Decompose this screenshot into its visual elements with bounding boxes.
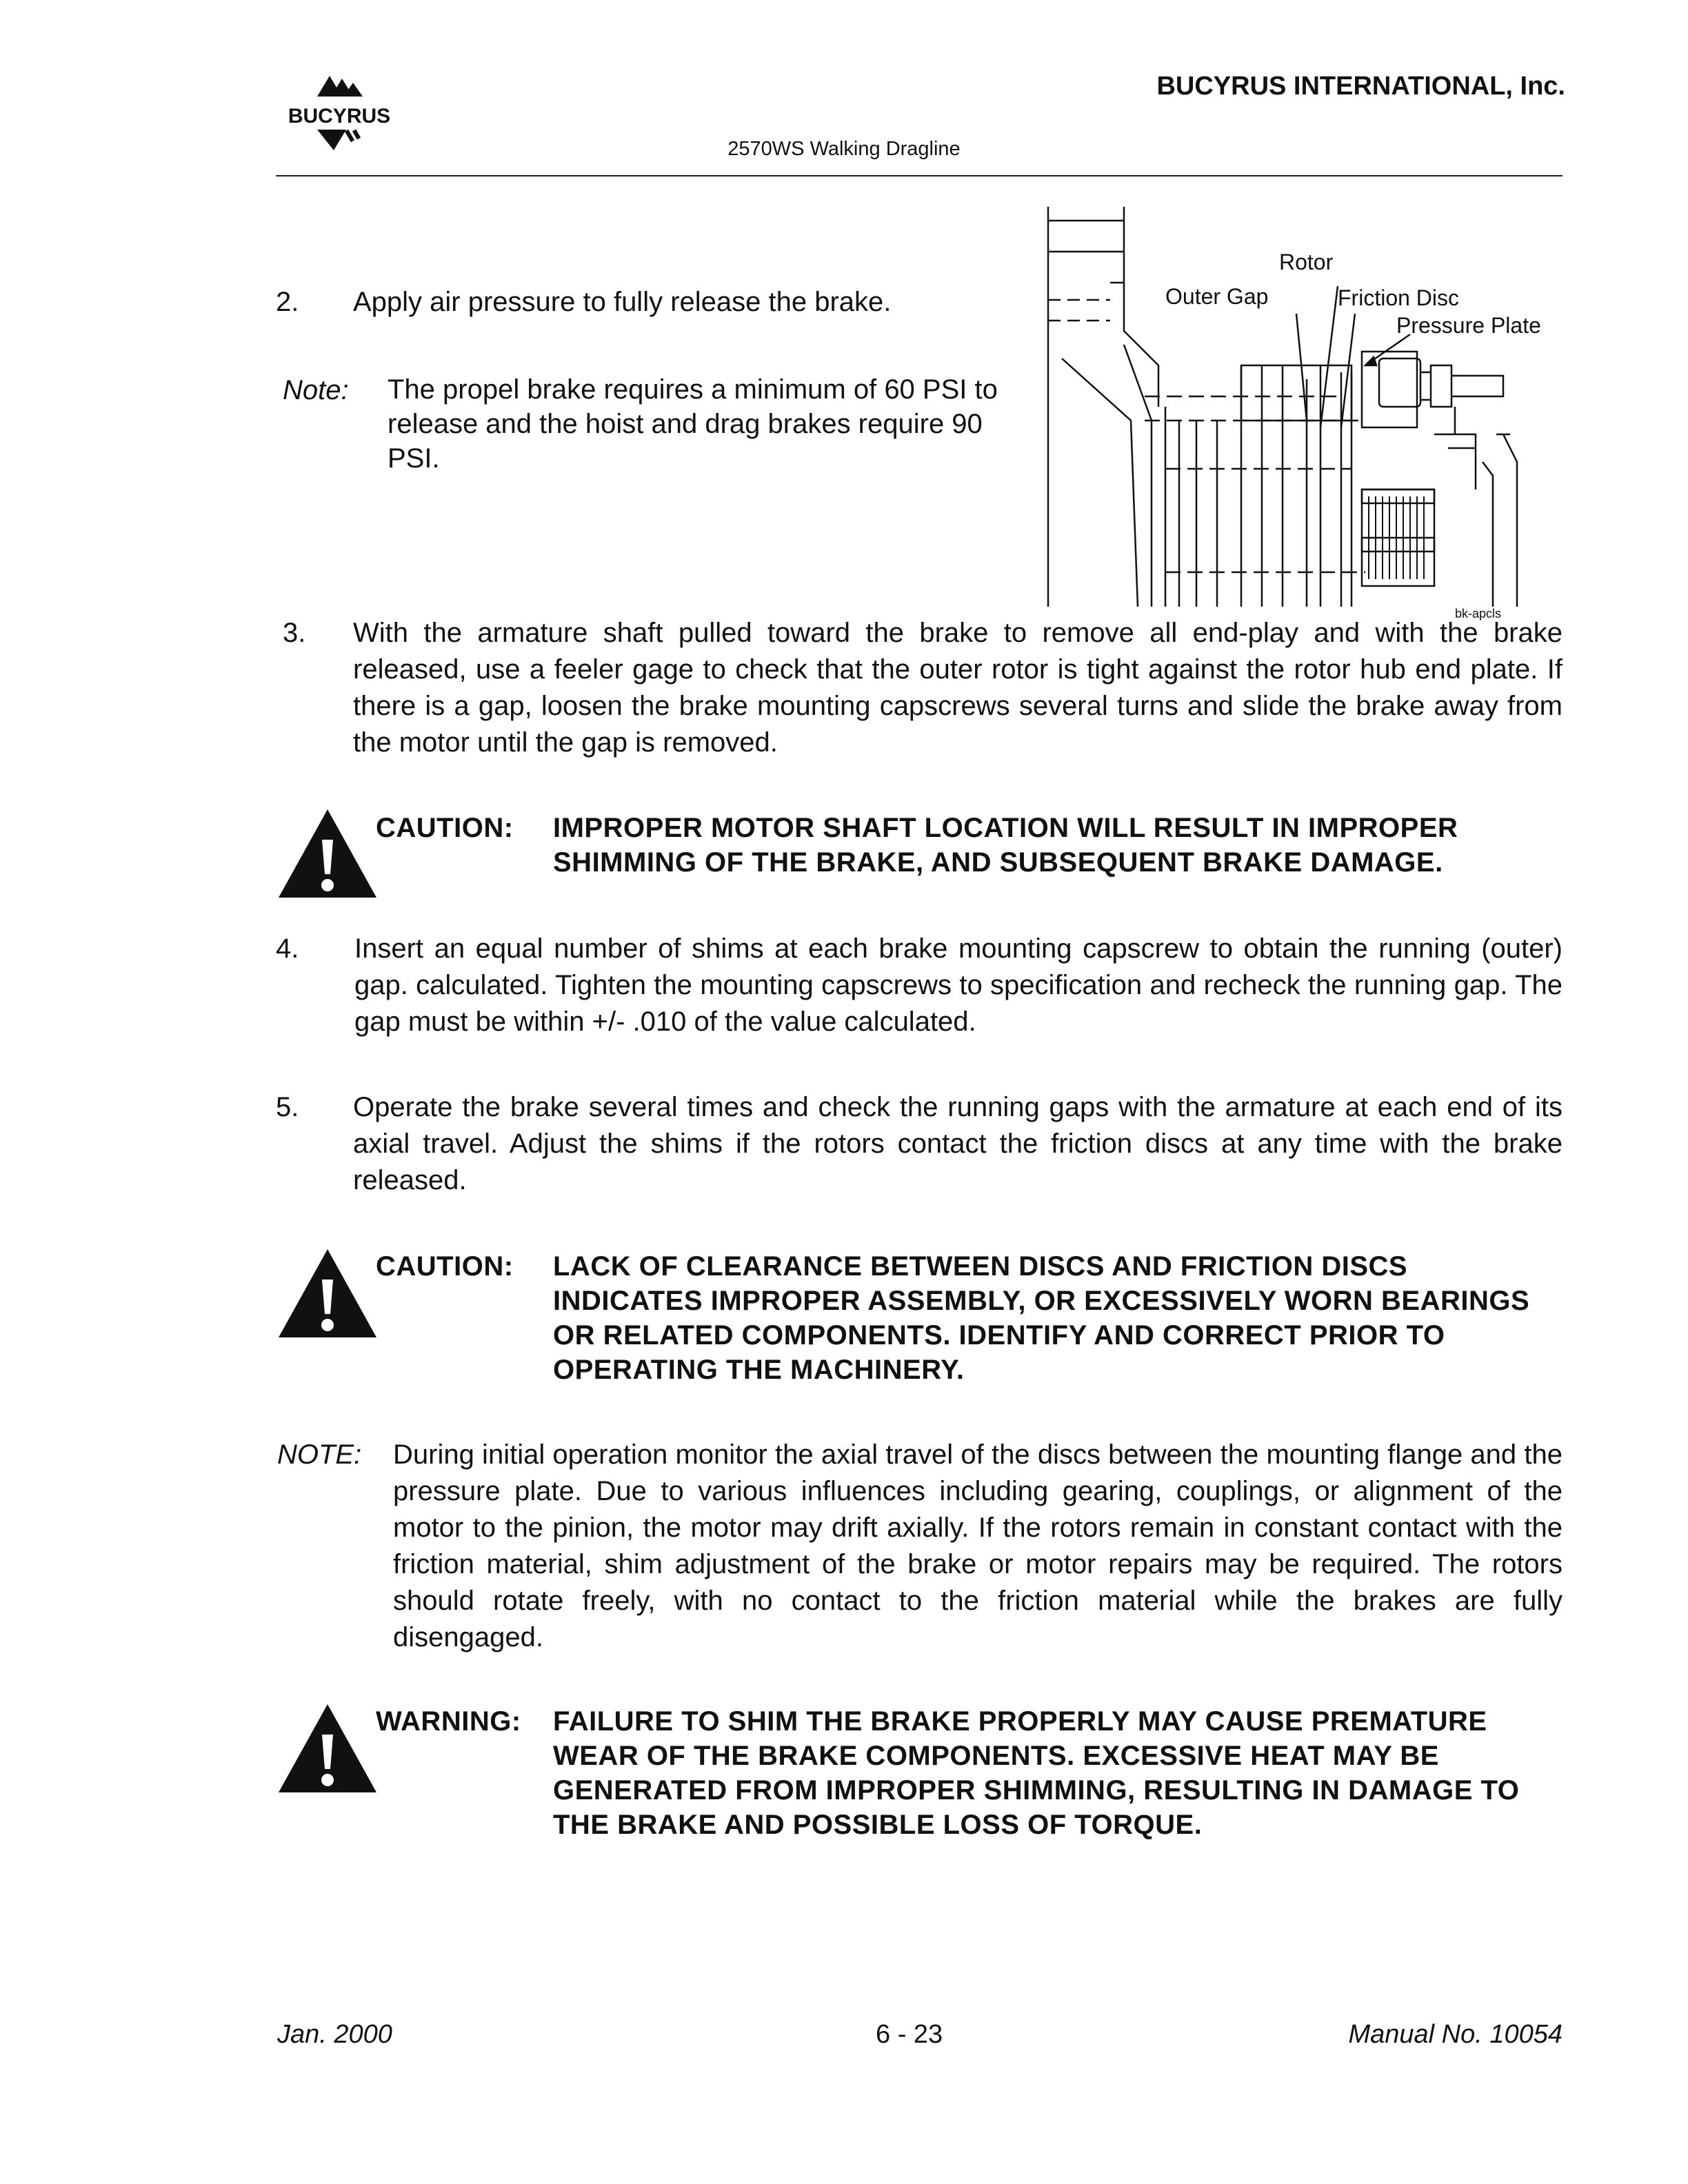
header-divider <box>276 175 1563 176</box>
note-2-label: NOTE: <box>277 1439 362 1470</box>
step-2-text: Apply air pressure to fully release the brake. <box>353 287 892 317</box>
step-5-number: 5. <box>276 1092 299 1122</box>
footer-date: Jan. 2000 <box>277 2020 392 2049</box>
step-3-text: With the armature shaft pulled toward the brake to remove all end-play and with the brake released, use a feeler gage to check that the outer rotor is tight against the rotor hub end plate. If there is a gap, loosen the brake mounting capscrews several turns and slide the brake away from the motor until the gap is removed. <box>353 618 1563 758</box>
warning-triangle-icon <box>276 1701 379 1794</box>
note-label: Note: <box>283 375 349 405</box>
caution-2-label: CAUTION: <box>376 1251 514 1282</box>
company-name: BUCYRUS INTERNATIONAL, Inc. <box>1156 72 1565 101</box>
step-5-text: Operate the brake several times and check the running gaps with the armature at each end of its axial travel. Adjust the shims if the rotors contact the friction discs at any time with the brake released. <box>353 1092 1563 1195</box>
diagram-label-rotor: Rotor <box>1279 250 1334 274</box>
brake-cross-section-diagram <box>1034 200 1558 620</box>
warning-triangle-icon <box>276 807 379 900</box>
document-subtitle: 2570WS Walking Dragline <box>727 138 961 160</box>
warning-label: WARNING: <box>376 1706 521 1737</box>
note-2-text: During initial operation monitor the axial travel of the discs between the mounting flange and the pressure plate. Due to various influences including gearing, couplings, or alignment of the motor to the pinion, the motor may drift axially. If the rotors remain in constant contact with the friction material, shim adjustment of the brake or motor repairs may be required. The rotors should rotate freely, with no contact to the friction material while the brakes are fully disengaged. <box>393 1439 1563 1652</box>
note-text: The propel brake requires a minimum of 60 PSI to release and the hoist and drag brakes require 90 PSI. <box>388 374 998 474</box>
step-4-text: Insert an equal number of shims at each brake mounting capscrew to obtain the running (outer) gap. calculated. Tighten the mounting capscrews to specification and recheck the running gap. The gap must be within +/- .010 of the value calculated. <box>354 933 1563 1037</box>
warning-triangle-icon <box>276 1246 379 1339</box>
step-4-number: 4. <box>276 933 299 964</box>
diagram-label-pressure-plate: Pressure Plate <box>1396 313 1541 338</box>
warning-text: FAILURE TO SHIM THE BRAKE PROPERLY MAY CAUSE PREMATURE WEAR OF THE BRAKE COMPONENTS. EXCESSIVE HEAT MAY BE GENERATED FROM IMPROPER SHIMMING, RESULTING IN DAMAGE TO THE BRAKE AND POSSIBLE LOSS OF TORQUE. <box>553 1706 1520 1840</box>
footer-page-number: 6 - 23 <box>876 2020 943 2049</box>
svg-text:BUCYRUS: BUCYRUS <box>288 105 391 128</box>
footer-manual-number: Manual No. 10054 <box>1348 2020 1563 2049</box>
caution-2-text: LACK OF CLEARANCE BETWEEN DISCS AND FRICTION DISCS INDICATES IMPROPER ASSEMBLY, OR EXCESSIVELY WORN BEARINGS OR RELATED COMPONENTS. IDENTIFY AND CORRECT PRIOR TO OPERATING THE MACHINERY. <box>553 1251 1530 1385</box>
diagram-label-outer-gap: Outer Gap <box>1165 284 1269 309</box>
caution-1-text: IMPROPER MOTOR SHAFT LOCATION WILL RESULT IN IMPROPER SHIMMING OF THE BRAKE, AND SUBSEQUENT BRAKE DAMAGE. <box>553 813 1458 878</box>
diagram-tag: bk-apcls <box>1455 607 1502 620</box>
step-2-number: 2. <box>276 287 299 317</box>
step-3-number: 3. <box>283 618 306 648</box>
caution-1-label: CAUTION: <box>376 813 514 843</box>
diagram-label-friction-disc: Friction Disc <box>1338 285 1460 310</box>
